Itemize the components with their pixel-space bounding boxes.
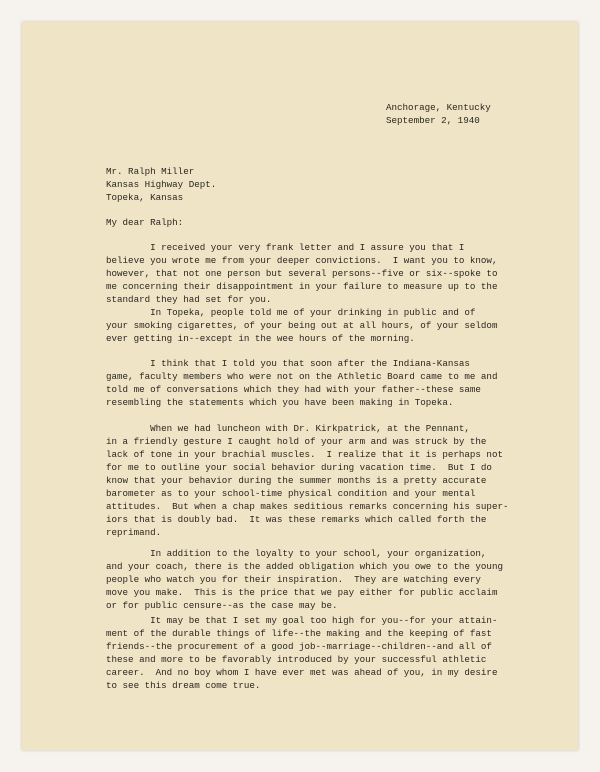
paragraph-line: In Topeka, people told me of your drinking in public and of bbox=[106, 307, 476, 318]
paragraph-line: When we had luncheon with Dr. Kirkpatrick, at the Pennant, bbox=[106, 423, 470, 434]
paragraph-line: people who watch you for their inspiration. They are watching every bbox=[106, 574, 481, 585]
paragraph-line: however, that not one person but several persons--five or six--spoke to bbox=[106, 268, 498, 279]
paragraph-line: It may be that I set my goal too high for you--for your attain- bbox=[106, 615, 498, 626]
paragraph-line: I think that I told you that soon after the Indiana-Kansas bbox=[106, 358, 470, 369]
paragraph-line: believe you wrote me from your deeper convictions. I want you to know, bbox=[106, 255, 498, 266]
paragraph-2 bbox=[106, 306, 497, 345]
paragraph-line: or for public censure--as the case may be. bbox=[106, 600, 338, 611]
paragraph-6 bbox=[106, 614, 497, 692]
recipient-city: Topeka, Kansas bbox=[106, 192, 184, 203]
paragraph-line: told me of conversations which they had with your father--these same bbox=[106, 384, 481, 395]
paragraph-line: barometer as to your school-time physical condition and your mental bbox=[106, 488, 476, 499]
recipient-org: Kansas Highway Dept. bbox=[106, 179, 217, 190]
paragraph-5 bbox=[106, 547, 503, 612]
paragraph-line: move you make. This is the price that we pay either for public acclaim bbox=[106, 587, 498, 598]
paragraph-line: friends--the procurement of a good job--marriage--children--and all of bbox=[106, 641, 492, 652]
paragraph-line: in a friendly gesture I caught hold of your arm and was struck by the bbox=[106, 436, 487, 447]
paragraph-line: standard they had set for you. bbox=[106, 294, 272, 305]
letter-page bbox=[22, 22, 578, 750]
paragraph-line: me concerning their disappointment in your failure to measure up to the bbox=[106, 281, 498, 292]
paragraph-line: career. And no boy whom I have ever met was ahead of you, in my desire bbox=[106, 667, 498, 678]
paragraph-line: In addition to the loyalty to your school, your organization, bbox=[106, 548, 487, 559]
paragraph-line: lack of tone in your brachial muscles. I realize that it is perhaps not bbox=[106, 449, 503, 460]
paragraph-line: ever getting in--except in the wee hours of the morning. bbox=[106, 333, 415, 344]
paragraph-line: for me to outline your social behavior during vacation time. But I do bbox=[106, 462, 492, 473]
paragraph-line: iors that is doubly bad. It was these remarks which called forth the bbox=[106, 514, 487, 525]
paragraph-line: reprimand. bbox=[106, 527, 162, 538]
paragraph-line: to see this dream come true. bbox=[106, 680, 261, 691]
paragraph-line: ment of the durable things of life--the making and the keeping of fast bbox=[106, 628, 492, 639]
paragraph-4 bbox=[106, 422, 508, 539]
letter-date: September 2, 1940 bbox=[386, 115, 480, 126]
letter-place: Anchorage, Kentucky bbox=[386, 102, 491, 113]
paragraph-line: I received your very frank letter and I assure you that I bbox=[106, 242, 465, 253]
paragraph-line: and your coach, there is the added obligation which you owe to the young bbox=[106, 561, 503, 572]
paragraph-line: these and more to be favorably introduced by your successful athletic bbox=[106, 654, 487, 665]
letter-body bbox=[22, 22, 578, 750]
paragraph-line: attitudes. But when a chap makes seditious remarks concerning his super- bbox=[106, 501, 509, 512]
salutation: My dear Ralph: bbox=[106, 217, 184, 228]
paragraph-line: know that your behavior during the summer months is a pretty accurate bbox=[106, 475, 487, 486]
recipient-name: Mr. Ralph Miller bbox=[106, 166, 195, 177]
paragraph-line: your smoking cigarettes, of your being out at all hours, of your seldom bbox=[106, 320, 498, 331]
paragraph-line: game, faculty members who were not on the Athletic Board came to me and bbox=[106, 371, 498, 382]
paragraph-line: resembling the statements which you have been making in Topeka. bbox=[106, 397, 454, 408]
paragraph-3 bbox=[106, 357, 497, 409]
paragraph-1 bbox=[106, 241, 497, 306]
